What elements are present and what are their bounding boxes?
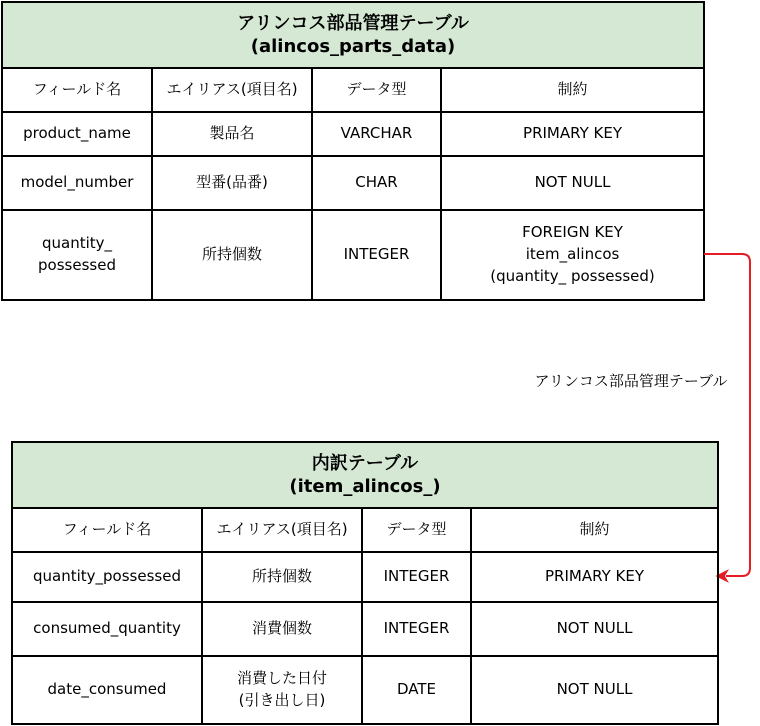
alias-cell <box>202 552 362 602</box>
table-row <box>12 656 718 724</box>
table-row <box>12 552 718 602</box>
table-subtitle-text: (item_alincos_) <box>289 476 441 497</box>
field-cell <box>2 210 152 300</box>
constraint-line: FOREIGN KEY <box>522 223 623 242</box>
constraint-line: NOT NULL <box>534 173 611 192</box>
constraint-line: item_alincos <box>525 245 620 264</box>
constraint-cell <box>441 156 704 210</box>
field-line: quantity_ <box>41 234 113 253</box>
alias-cell: 所持個数 <box>152 210 312 300</box>
field-line: possessed <box>38 256 116 274</box>
type-cell: INTEGER <box>312 210 441 300</box>
header-row <box>12 508 718 552</box>
field-cell: consumed_quantity <box>12 602 202 656</box>
header-row <box>2 68 704 112</box>
type-cell: CHAR <box>312 156 441 210</box>
table-title-text: アリンコス部品管理テーブル <box>237 12 469 34</box>
type-cell: VARCHAR <box>312 112 441 156</box>
alias-line: 消費した日付 <box>236 669 327 688</box>
field-cell: quantity_possessed <box>12 552 202 602</box>
type-cell: INTEGER <box>362 552 471 602</box>
table-title <box>12 442 718 508</box>
constraint-cell: NOT NULL <box>471 602 718 656</box>
constraint-cell <box>441 112 704 156</box>
header-type: データ型 <box>362 508 471 552</box>
alias-cell <box>202 656 362 724</box>
alias-cell <box>202 602 362 656</box>
table-row <box>2 210 704 300</box>
alias-cell: 製品名 <box>152 112 312 156</box>
header-field: フィールド名 <box>12 508 202 552</box>
table-title <box>2 2 704 68</box>
field-cell: product_name <box>2 112 152 156</box>
field-cell: date_consumed <box>12 656 202 724</box>
item-alincos-table <box>11 441 719 725</box>
header-alias: エイリアス(項目名) <box>152 68 312 112</box>
type-cell: INTEGER <box>362 602 471 656</box>
constraint-cell: NOT NULL <box>471 656 718 724</box>
header-alias: エイリアス(項目名) <box>202 508 362 552</box>
alincos-parts-table <box>1 1 705 301</box>
table-row <box>12 602 718 656</box>
table-title-text: 内訳テーブル <box>311 452 419 474</box>
constraint-cell: PRIMARY KEY <box>471 552 718 602</box>
constraint-cell <box>441 210 704 300</box>
header-type: データ型 <box>312 68 441 112</box>
alias-line: 所持個数 <box>251 567 312 586</box>
type-cell: DATE <box>362 656 471 724</box>
field-cell: model_number <box>2 156 152 210</box>
alias-cell: 型番(品番) <box>152 156 312 210</box>
alias-line: 消費個数 <box>251 619 312 638</box>
header-constraint: 制約 <box>471 508 718 552</box>
header-field: フィールド名 <box>2 68 152 112</box>
constraint-line: (quantity_ possessed) <box>490 266 655 285</box>
table-row <box>2 112 704 156</box>
relationship-label: アリンコス部品管理テーブル <box>520 370 742 392</box>
table-subtitle-text: (alincos_parts_data) <box>250 36 456 57</box>
constraint-line: PRIMARY KEY <box>523 124 622 143</box>
header-constraint: 制約 <box>441 68 704 112</box>
table-row <box>2 156 704 210</box>
alias-line: (引き出し日) <box>238 691 326 709</box>
